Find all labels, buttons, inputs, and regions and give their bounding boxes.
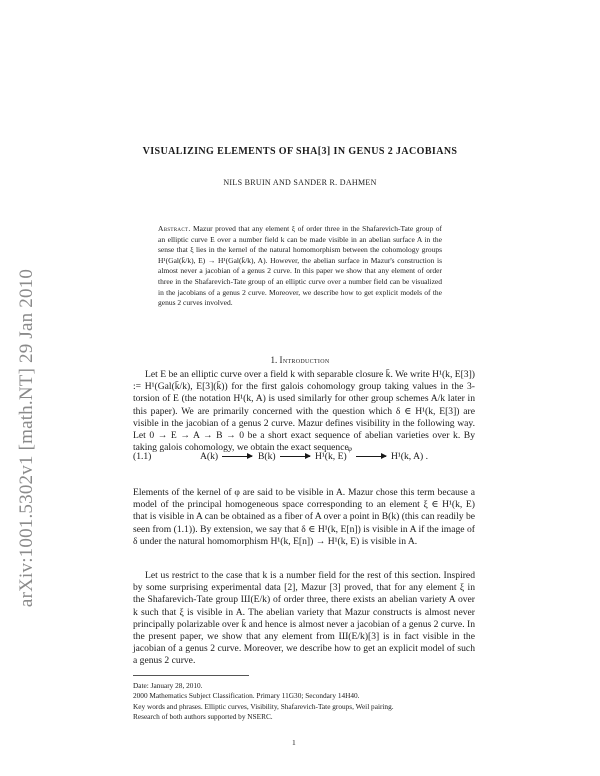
section-title: Introduction: [279, 355, 330, 365]
section-number: 1.: [270, 355, 278, 365]
intro-paragraph-3: Let us restrict to the case that k is a number field for the rest of this section. Inspired by some surprising experimental data [2], Mazur [3] proved, that for any element ξ in the Shafarevich-Tate group Ш(E/k) of order three, there exists an abelian variety A over k such that ξ is visible in A. The abelian variety that Mazur constructs is almost never principally polarizable over k̄ and hence is almost never a jacobian of a genus 2 curve. In the present paper, we show that any element from Ш(E/k)[3] is in fact visible in the jacobian of a genus 2 curve. Moreover, we describe how to get an explicit model of such a genus 2 curve.: [133, 570, 475, 667]
abstract: [158, 224, 442, 309]
footnote-date: Date: January 28, 2010.: [133, 681, 203, 690]
footnote-funding: Research of both authors supported by NSERC.: [133, 711, 273, 721]
footnote-msc: 2000 Mathematics Subject Classification. Primary 11G30; Secondary 14H40.: [133, 691, 360, 701]
arxiv-identifier: arXiv:1001.5302v1 [math.NT] 29 Jan 2010: [16, 268, 37, 608]
phi-label: φ: [348, 445, 352, 453]
section-heading: [100, 355, 500, 365]
equation-term-b-k: B(k): [258, 451, 276, 462]
arrow-2: [280, 456, 310, 457]
equation-term-h1-a: H¹(k, A) .: [391, 451, 428, 462]
equation-label: (1.1): [133, 451, 152, 462]
footnote-keywords: Key words and phrases. Elliptic curves, Visibility, Shafarevich-Tate groups, Weil pairing.: [133, 701, 394, 711]
abstract-label: Abstract.: [158, 224, 191, 233]
intro-paragraph-2: Elements of the kernel of φ are said to be visible in A. Mazur chose this term because a model of the principal homogeneous space corresponding to an element ξ ∈ H¹(k, E) that is visible in A can be obtained as a fiber of A over a point in B(k) (this can readily be seen from (1.1)). By extension, we say that δ ∈ H¹(k, E[n]) is visible in A if the image of δ under the natural homomorphism H¹(k, E[n]) → H¹(k, E) is visible in A.: [133, 487, 475, 547]
arrow-3: [356, 456, 386, 457]
footnote-rule: [133, 675, 249, 676]
equation-term-a-k: A(k): [200, 451, 219, 462]
equation-term-h1-e: H¹(k, E): [315, 451, 347, 462]
arrow-1: [222, 456, 252, 457]
authors: NILS BRUIN AND SANDER R. DAHMEN: [223, 178, 377, 187]
paper-title: VISUALIZING ELEMENTS OF SHA[3] IN GENUS 2 JACOBIANS: [142, 146, 458, 157]
abstract-text: Mazur proved that any element ξ of order three in the Shafarevich-Tate group of an elliptic curve E over a number field k can be made visible in an abelian surface A in the sense that ξ lies in the kernel of the natural homomorphism between the cohomology groups H¹(Gal(k̄/k), E) → H¹(Gal(k̄/k), A). However, the abelian surface in Mazur's construction is almost never a jacobian of a genus 2 curve. In this paper we show that any element of order three in the Shafarevich-Tate group of an elliptic curve over a number field can be visualized in the jacobians of a genus 2 curve. Moreover, we describe how to get explicit models of the genus 2 curves involved.: [158, 224, 443, 308]
intro-paragraph-1: Let E be an elliptic curve over a field k with separable closure k̄. We write H¹(k, E[3]) := H¹(Gal(k̄/k), E[3](k̄)) for the first galois cohomology group taking values in the 3-torsion of E (the notation H¹(k, A) is used similarly for other group schemes A/k later in this paper). We are primarily concerned with the question which δ ∈ H¹(k, E[3]) are visible in the jacobian of a genus 2 curve. Mazur defines visibility in the following way. Let 0 → E → A → B → 0 be a short exact sequence of abelian varieties over k. By taking galois cohomology, we obtain the exact sequence: [133, 369, 475, 454]
page-number: 1: [292, 738, 296, 747]
footnotes: [133, 681, 475, 722]
